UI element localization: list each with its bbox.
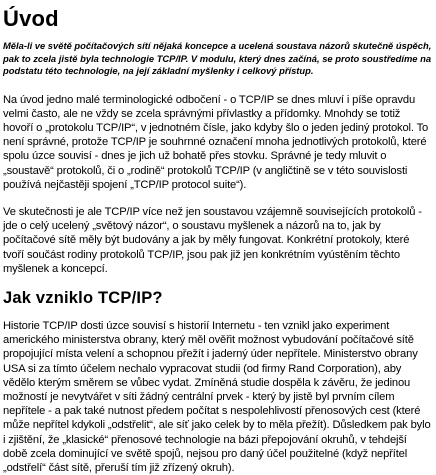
history-paragraph: Historie TCP/IP dosti úzce souvisí s historií Internetu - ten vznikl jako experiment amerického ministerstva obrany, který měl ověřit možnost vybudování počítačové sítě propojující místa velení a schopnou přežít i jaderný úder nepřítele. Ministerstvo obrany USA si za tímto účelem nechalo vypracovat studii (od firmy Rand Corporation), aby vědělo kterým směrem se vůbec vydat. Zmíněná studie dospěla k závěru, že jedinou možností je nevytvářet v síti žádný centrální prvek - který by jistě byl prvním cílem nepřítele - a pak také nutnost předem počítat s nespolehlivostí přenosových cest (které může nepřítel kdykoli „odstřelit“, ale síť jako celek by to měla přežít). Důsledkem pak bylo i zjištění, že „klasické“ přenosové technologie na bázi přepojování okruhů, v tehdejší době zcela dominující ve světě spojů, nejsou pro daný účel použitelné (když nepřítel „odstřelí“ část sítě, přeruší tím již zřízený okruh). bbox=[3, 319, 431, 474]
terminology-paragraph: Na úvod jedno malé terminologické odbočení - o TCP/IP se dnes mluví i píše opravdu velmi často, ale ne vždy se zcela správnými přívlastky a přídomky. Mnohdy se totiž hovoří o „protokolu TCP/IP“, v jednotném čísle, jako kdyby šlo o jeden jediný protokol. To není správné, protože TCP/IP je souhrnné označení mnoha jednotlivých protokolů, které spolu úzce souvisí - dnes je jich už bohatě přes stovku. Správné je tedy mluvit o „soustavě“ protokolů, či o „rodině“ protokolů TCP/IP (v angličtině se v této souvislosti používá nejčastěji spojení „TCP/IP protocol suite“). bbox=[3, 93, 429, 191]
document-page bbox=[3, 0, 433, 475]
intro-paragraph: Měla-li ve světě počítačových sítí nějaká koncepce a ucelená soustava názorů skutečně úspěch, pak to zcela jistě byla technologie TCP/IP. V modulu, který dnes začíná, se proto soustředíme na podstatu této technologie, na její základní myšlenky i celkový přístup. bbox=[3, 40, 432, 76]
worldview-paragraph: Ve skutečnosti je ale TCP/IP více než jen soustavou vzájemně souvisejících protokolů - jde o celý ucelený „světový názor“, o soustavu myšlenek a názorů na to, jak by počítačové sítě měly být budovány a jak by měly fungovat. Konkrétní protokoly, které tvoří součást rodiny protokolů TCP/IP, jsou pak již jen konkrétním vyústěním těchto myšlenek a koncepcí. bbox=[3, 205, 422, 275]
section-heading: Jak vzniklo TCP/IP? bbox=[3, 288, 163, 307]
page-title: Úvod bbox=[3, 6, 59, 31]
